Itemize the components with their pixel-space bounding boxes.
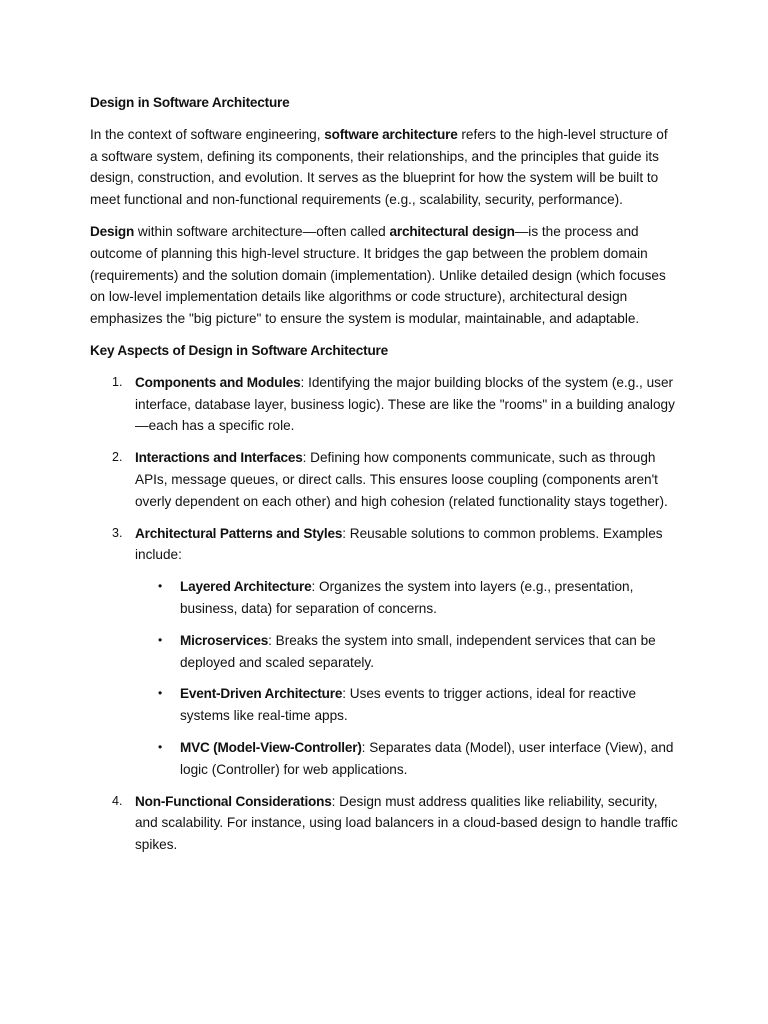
bullet-icon: • (158, 632, 163, 647)
sub-item-bold-term: MVC (Model-View-Controller) (180, 739, 362, 755)
intro-p2-mid: within software architecture—often called (134, 223, 390, 239)
item-bold-term: Architectural Patterns and Styles (135, 525, 343, 541)
sub-item-text: : Organizes the system into layers (e.g., presentation, business, data) for separation of concerns. (180, 579, 634, 616)
list-number: 2. (112, 450, 123, 465)
intro-p2-bold-architectural-design: architectural design (389, 223, 515, 239)
key-aspects-list (90, 372, 678, 856)
list-number: 1. (112, 374, 123, 389)
intro-p2-bold-design: Design (90, 223, 135, 239)
sub-list-item (135, 737, 678, 781)
bullet-icon: • (158, 739, 163, 754)
item-text: : Design must address qualities like reliability, security, and scalability. For instance, using load balancers in a cloud-based design to handle traffic spikes. (135, 793, 678, 853)
list-item (90, 372, 678, 437)
item-bold-term: Components and Modules (135, 374, 301, 390)
sub-list-item (135, 683, 678, 727)
document-title: Design in Software Architecture (90, 95, 290, 110)
sub-item-bold-term: Event-Driven Architecture (180, 686, 343, 702)
item-bold-term: Non-Functional Considerations (135, 793, 332, 809)
intro-p2-after: —is the process and outcome of planning this high-level structure. It bridges the gap between the problem domain (requirements) and the solution domain (implementation). Unlike detailed design (which focuses on low-level implementation details like algorithms or code structure), architectural design emphasizes the "big picture" to ensure the system is modular, maintainable, and adaptable. (90, 223, 666, 327)
intro-paragraph-1 (90, 124, 678, 211)
sub-item-text: : Separates data (Model), user interface (View), and logic (Controller) for web applications. (180, 739, 674, 777)
sub-list-item (135, 630, 678, 674)
bullet-icon: • (158, 686, 163, 701)
list-item (90, 447, 678, 512)
sub-item-bold-term: Microservices (180, 632, 269, 648)
patterns-sub-list (135, 576, 678, 780)
item-text: : Defining how components communicate, such as through APIs, message queues, or direct calls. This ensures loose coupling (components aren't overly dependent on each other) and high cohesion (related functionality stays together). (135, 450, 668, 509)
list-number: 4. (112, 793, 123, 808)
sub-list-item (135, 576, 678, 620)
intro-p1-before: In the context of software engineering, (90, 126, 325, 142)
intro-p1-after: refers to the high-level structure of a software system, defining its components, their relationships, and the principles that guide its design, construction, and evolution. It serves as the blueprint for how the system will be built to meet functional and non-functional requirements (e.g., scalability, security, performance). (90, 126, 668, 208)
sub-item-bold-term: Layered Architecture (180, 579, 312, 595)
section-heading: Key Aspects of Design in Software Architecture (90, 342, 388, 358)
item-text: : Reusable solutions to common problems. Examples include: (135, 525, 663, 563)
list-number: 3. (112, 525, 123, 540)
list-item (90, 523, 678, 781)
list-item (90, 791, 678, 856)
sub-item-text: : Breaks the system into small, independent services that can be deployed and scaled separately. (180, 632, 656, 670)
intro-paragraph-2 (90, 221, 678, 330)
bullet-icon: • (158, 579, 163, 594)
intro-p1-bold: software architecture (324, 126, 458, 142)
item-text: : Identifying the major building blocks of the system (e.g., user interface, database layer, business logic). These are like the "rooms" in a building analogy—each has a specific role. (135, 374, 675, 434)
sub-item-text: : Uses events to trigger actions, ideal for reactive systems like real-time apps. (180, 686, 637, 724)
item-bold-term: Interactions and Interfaces (135, 450, 303, 466)
